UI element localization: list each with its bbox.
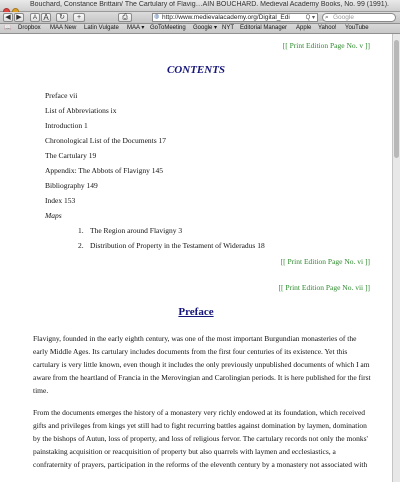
font-large-icon: A	[43, 13, 49, 22]
preface-heading: Preface	[178, 306, 214, 318]
globe-icon: ◍	[154, 14, 160, 20]
map-item-2	[78, 241, 265, 250]
print-edition-page-vi-link[interactable]: [[ Print Edition Page No. vi ]]	[280, 257, 370, 266]
print-edition-page-v-link[interactable]: [[ Print Edition Page No. v ]]	[282, 41, 370, 50]
add-icon: +	[76, 14, 82, 21]
map-item-label: Distribution of Property in the Testament of Wideradus 18	[90, 241, 265, 250]
page-content	[0, 34, 392, 482]
window-titlebar	[0, 0, 400, 12]
preface-paragraph-2: From the documents emerges the history of a monastery very richly endowed at its foundation, which received gifts and privileges from kings yet still had to fight recurring battles against domination by laymen, domination by the bishops of Autun, loss of property, and loss of religious fervor. The cartulary records not only the monks' painstaking acquisition or reacquisition of property but also quarrels with laymen and ecclesiastics, a confraternity of prayers, participation in the reforms of the eleventh century by a monastery not associated with	[33, 408, 368, 469]
vertical-scrollbar[interactable]	[392, 34, 400, 482]
reload-button[interactable]	[56, 13, 68, 22]
forward-button[interactable]	[14, 13, 24, 22]
toc-item-preface: Preface vii	[45, 91, 78, 100]
contents-heading: CONTENTS	[166, 64, 226, 76]
bookmark-dropbox[interactable]: Dropbox	[18, 25, 41, 31]
text-smaller-button[interactable]	[30, 13, 40, 22]
font-small-icon: A	[32, 15, 37, 21]
toc-item-appendix: Appendix: The Abbots of Flavigny 145	[45, 166, 163, 175]
bookmark-latin-vulgate[interactable]: Latin Vulgate	[84, 25, 119, 31]
browser-toolbar	[0, 12, 400, 24]
toc-item-chronological-list: Chronological List of the Documents 17	[45, 136, 167, 145]
bookmark-maa-menu[interactable]: MAA ▾	[127, 25, 145, 31]
reload-icon: ↻	[59, 14, 65, 21]
back-button[interactable]	[3, 13, 13, 22]
reader-icon[interactable]: Q ▾	[305, 15, 315, 21]
search-field[interactable]	[322, 13, 396, 22]
print-button[interactable]	[118, 13, 132, 22]
text-larger-button[interactable]	[41, 13, 51, 22]
map-item-number: 1.	[78, 226, 84, 235]
print-edition-page-vii-link[interactable]: [[ Print Edition Page No. vii ]]	[278, 283, 370, 292]
toc-item-index: Index 153	[45, 196, 76, 205]
toc-item-abbreviations: List of Abbreviations ix	[45, 106, 117, 115]
address-bar[interactable]	[152, 13, 318, 22]
forward-icon: ▶	[16, 14, 22, 21]
preface-paragraph-1: Flavigny, founded in the early eighth century, was one of the most important Burgundian monasteries of the early Middle Ages. Its cartulary includes documents from the first four centuries of its existence. Yet this cartulary is very little known, even though it includes the only previously unpublished documents of which I am aware from the heartland of Francia in the Merovingian and Carolingian periods. It is here published for the first time.	[33, 334, 371, 395]
bookmark-apple[interactable]: Apple	[296, 25, 312, 31]
map-item-1	[78, 226, 182, 235]
bookmark-yahoo[interactable]: Yahoo!	[318, 25, 337, 31]
search-placeholder: Google	[333, 14, 354, 21]
scrollbar-thumb[interactable]	[394, 40, 399, 158]
search-icon: ⌕	[325, 14, 329, 21]
back-icon: ◀	[5, 14, 11, 21]
toc-item-bibliography: Bibliography 149	[45, 181, 98, 190]
add-bookmark-button[interactable]	[73, 13, 85, 22]
bookmarks-bar	[0, 24, 400, 34]
map-item-number: 2.	[78, 241, 84, 250]
bookmark-gotomeeting[interactable]: GoToMeeting	[150, 25, 186, 31]
map-item-label: The Region around Flavigny 3	[90, 226, 183, 235]
bookmark-editorial-manager[interactable]: Editorial Manager	[240, 25, 288, 31]
bookmark-google-menu[interactable]: Google ▾	[193, 25, 218, 31]
toc-maps-label: Maps	[45, 211, 62, 220]
toc-item-introduction: Introduction 1	[45, 121, 88, 130]
bookmark-maa-new[interactable]: MAA New	[50, 25, 77, 31]
address-url: http://www.medievalacademy.org/Digital_Edi	[162, 14, 290, 21]
window-title: Bouchard, Constance Brittain/ The Cartulary of Flavig…AIN BOUCHARD. Medieval Academy Books, No. 99 (1991).	[30, 1, 389, 8]
bookmark-nyt[interactable]: NYT	[222, 25, 234, 31]
bookmark-youtube[interactable]: YouTube	[345, 25, 369, 31]
bookmarks-icon[interactable]: 📖	[4, 25, 12, 31]
toc-item-cartulary: The Cartulary 19	[45, 151, 97, 160]
print-icon: ⎙	[122, 14, 128, 21]
